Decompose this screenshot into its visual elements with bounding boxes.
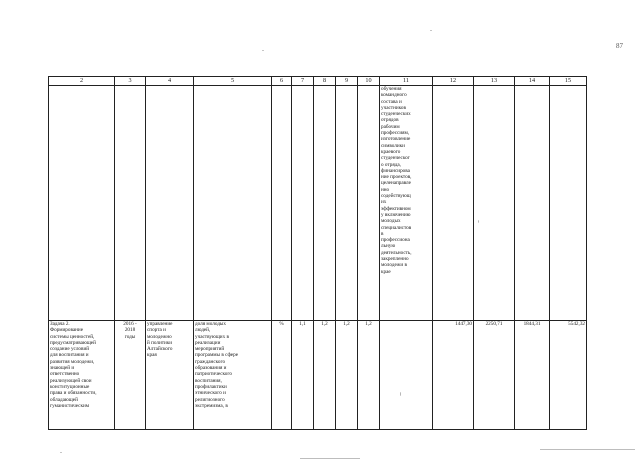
- cell-empty: [115, 86, 146, 321]
- cell-empty: [358, 86, 380, 321]
- cell-empty: [550, 86, 587, 321]
- header-row: [49, 77, 587, 86]
- header-col-5: 5: [194, 77, 272, 86]
- program-table: [48, 76, 587, 430]
- header-col-15: 15: [550, 77, 587, 86]
- cell-unit: %: [272, 321, 292, 430]
- header-col-14: 14: [515, 77, 550, 86]
- scan-line: [540, 449, 635, 450]
- cell-empty: [474, 86, 515, 321]
- header-col-6: 6: [272, 77, 292, 86]
- cell-empty: [515, 86, 550, 321]
- header-col-10: 10: [358, 77, 380, 86]
- header-col-9: 9: [336, 77, 358, 86]
- cell-empty: [49, 86, 115, 321]
- cell-value-7: 1,1: [292, 321, 314, 430]
- cell-empty: [314, 86, 336, 321]
- cell-empty: [292, 86, 314, 321]
- cell-event-description: обучения командного состава и участников студенческих отрядов рабочим профессиям, изготовление символики краевого студенческог о отряда, финансирова ние проектов, целенаправле нно содействующ их эффективном у включению молодых специалистов в профессиона льную деятельность, закрепленно молодежи в крае: [380, 86, 433, 321]
- scan-line: [300, 458, 360, 459]
- cell-task: Задача 2. Формирование системы ценностей, предусматривающей создание условий для воспитания и развития молодежи, знающей и ответственно реализующей свои конституционные права и обязанности, обладающей гуманистическим: [49, 321, 115, 430]
- header-col-2: 2: [49, 77, 115, 86]
- cell-executor: управление спорта и молодежно й политики Алтайского края: [146, 321, 194, 430]
- cell-period: 2016 - 2018 годы: [115, 321, 146, 430]
- table-row-continuation: [49, 86, 587, 321]
- scan-speck: [430, 30, 432, 31]
- cell-value-14: 1844,31: [515, 321, 550, 430]
- cell-empty: [433, 86, 474, 321]
- cell-value-15: 5542,32: [550, 321, 587, 430]
- cell-value-8: 1,2: [314, 321, 336, 430]
- header-col-13: 13: [474, 77, 515, 86]
- cell-value-11: [380, 321, 433, 430]
- table-row-task-2: [49, 321, 587, 430]
- scan-speck: [60, 452, 62, 453]
- header-col-3: 3: [115, 77, 146, 86]
- cell-empty: [146, 86, 194, 321]
- cell-empty: [272, 86, 292, 321]
- cell-empty: [336, 86, 358, 321]
- page-number: 87: [616, 42, 623, 50]
- cell-value-10: 1,2: [358, 321, 380, 430]
- cell-value-13: 2250,71: [474, 321, 515, 430]
- cell-value-12: 1447,30: [433, 321, 474, 430]
- header-col-12: 12: [433, 77, 474, 86]
- header-col-4: 4: [146, 77, 194, 86]
- header-col-11: 11: [380, 77, 433, 86]
- cell-empty: [194, 86, 272, 321]
- header-col-8: 8: [314, 77, 336, 86]
- scan-speck: [262, 50, 264, 51]
- cell-value-9: 1,2: [336, 321, 358, 430]
- header-col-7: 7: [292, 77, 314, 86]
- cell-indicator: доля молодых людей, участвующих в реализации мероприятий программы в сфере гражданского образования и патриотического воспитания, профилактики этнического и религиозного экстремизма, в: [194, 321, 272, 430]
